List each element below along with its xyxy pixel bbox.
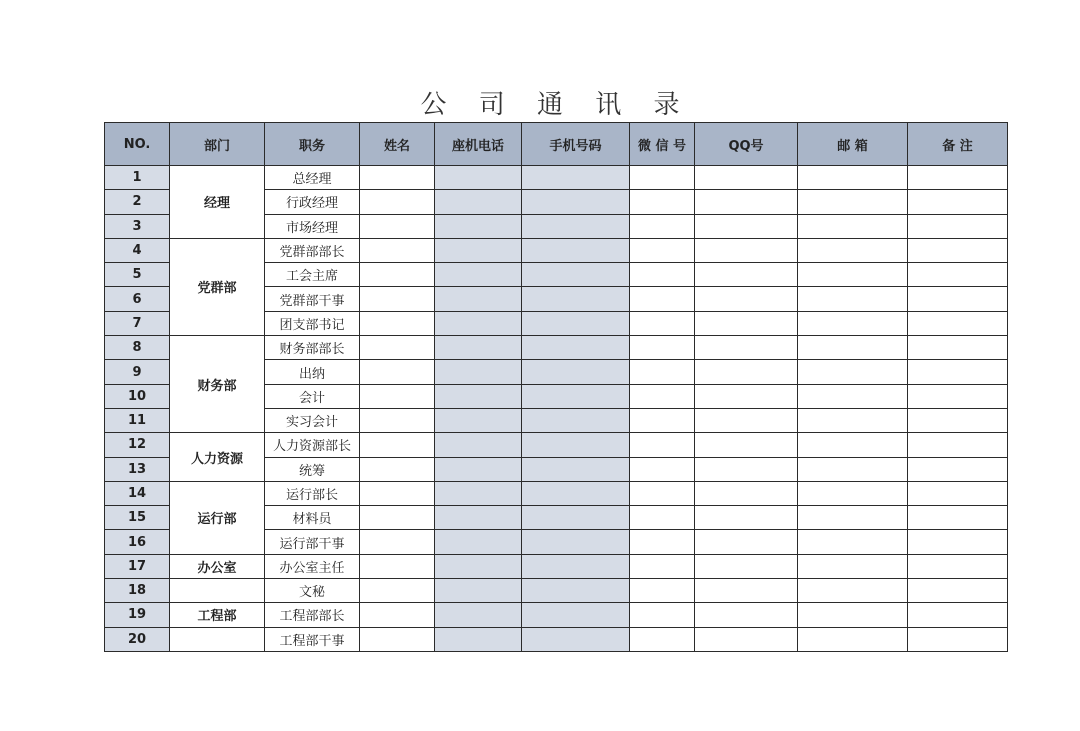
remarks-cell: [908, 166, 1008, 190]
email-cell: [798, 530, 908, 554]
landline-cell: [435, 579, 522, 603]
row-number: 12: [105, 433, 170, 457]
landline-cell: [435, 384, 522, 408]
wechat-cell: [630, 530, 695, 554]
mobile-cell: [522, 627, 630, 651]
table-row: [105, 166, 1008, 190]
wechat-cell: [630, 166, 695, 190]
email-cell: [798, 408, 908, 432]
mobile-cell: [522, 263, 630, 287]
qq-cell: [695, 603, 798, 627]
remarks-cell: [908, 506, 1008, 530]
qq-cell: [695, 287, 798, 311]
wechat-cell: [630, 311, 695, 335]
position-cell: 统筹: [265, 457, 360, 481]
qq-cell: [695, 166, 798, 190]
qq-cell: [695, 457, 798, 481]
position-cell: 团支部书记: [265, 311, 360, 335]
name-cell: [360, 311, 435, 335]
wechat-cell: [630, 506, 695, 530]
department-cell: 党群部: [170, 238, 265, 335]
name-cell: [360, 530, 435, 554]
name-cell: [360, 579, 435, 603]
position-cell: 党群部干事: [265, 287, 360, 311]
remarks-cell: [908, 190, 1008, 214]
row-number: 18: [105, 579, 170, 603]
position-cell: 市场经理: [265, 214, 360, 238]
mobile-cell: [522, 384, 630, 408]
landline-cell: [435, 603, 522, 627]
qq-cell: [695, 579, 798, 603]
mobile-cell: [522, 579, 630, 603]
email-cell: [798, 506, 908, 530]
landline-cell: [435, 408, 522, 432]
landline-cell: [435, 214, 522, 238]
header-email: 邮 箱: [798, 123, 908, 166]
name-cell: [360, 433, 435, 457]
header-name: 姓名: [360, 123, 435, 166]
table-row: [105, 238, 1008, 262]
email-cell: [798, 554, 908, 578]
mobile-cell: [522, 408, 630, 432]
landline-cell: [435, 166, 522, 190]
table-row: [105, 579, 1008, 603]
name-cell: [360, 238, 435, 262]
mobile-cell: [522, 336, 630, 360]
remarks-cell: [908, 238, 1008, 262]
department-cell: 财务部: [170, 336, 265, 433]
row-number: 6: [105, 287, 170, 311]
mobile-cell: [522, 166, 630, 190]
department-cell: [170, 627, 265, 651]
email-cell: [798, 457, 908, 481]
row-number: 20: [105, 627, 170, 651]
header-no: NO.: [105, 123, 170, 166]
header-position: 职务: [265, 123, 360, 166]
landline-cell: [435, 481, 522, 505]
mobile-cell: [522, 554, 630, 578]
header-qq: QQ号: [695, 123, 798, 166]
header-remarks: 备 注: [908, 123, 1008, 166]
row-number: 19: [105, 603, 170, 627]
row-number: 2: [105, 190, 170, 214]
wechat-cell: [630, 433, 695, 457]
remarks-cell: [908, 336, 1008, 360]
remarks-cell: [908, 408, 1008, 432]
department-cell: 办公室: [170, 554, 265, 578]
department-cell: 工程部: [170, 603, 265, 627]
row-number: 7: [105, 311, 170, 335]
remarks-cell: [908, 554, 1008, 578]
remarks-cell: [908, 360, 1008, 384]
mobile-cell: [522, 457, 630, 481]
position-cell: 运行部干事: [265, 530, 360, 554]
mobile-cell: [522, 603, 630, 627]
position-cell: 运行部长: [265, 481, 360, 505]
table-body: [105, 166, 1008, 652]
landline-cell: [435, 360, 522, 384]
position-cell: 工程部部长: [265, 603, 360, 627]
landline-cell: [435, 287, 522, 311]
name-cell: [360, 336, 435, 360]
qq-cell: [695, 408, 798, 432]
department-cell: 人力资源: [170, 433, 265, 482]
table-row: [105, 603, 1008, 627]
row-number: 11: [105, 408, 170, 432]
name-cell: [360, 384, 435, 408]
wechat-cell: [630, 554, 695, 578]
row-number: 5: [105, 263, 170, 287]
remarks-cell: [908, 311, 1008, 335]
name-cell: [360, 627, 435, 651]
email-cell: [798, 263, 908, 287]
qq-cell: [695, 481, 798, 505]
position-cell: 工程部干事: [265, 627, 360, 651]
remarks-cell: [908, 530, 1008, 554]
wechat-cell: [630, 579, 695, 603]
table-row: [105, 433, 1008, 457]
email-cell: [798, 190, 908, 214]
name-cell: [360, 481, 435, 505]
landline-cell: [435, 433, 522, 457]
name-cell: [360, 263, 435, 287]
table-row: [105, 554, 1008, 578]
email-cell: [798, 433, 908, 457]
row-number: 10: [105, 384, 170, 408]
position-cell: 材料员: [265, 506, 360, 530]
remarks-cell: [908, 457, 1008, 481]
row-number: 9: [105, 360, 170, 384]
landline-cell: [435, 190, 522, 214]
wechat-cell: [630, 263, 695, 287]
email-cell: [798, 336, 908, 360]
wechat-cell: [630, 627, 695, 651]
mobile-cell: [522, 481, 630, 505]
qq-cell: [695, 214, 798, 238]
remarks-cell: [908, 384, 1008, 408]
wechat-cell: [630, 408, 695, 432]
position-cell: 实习会计: [265, 408, 360, 432]
name-cell: [360, 190, 435, 214]
landline-cell: [435, 627, 522, 651]
name-cell: [360, 506, 435, 530]
email-cell: [798, 627, 908, 651]
name-cell: [360, 166, 435, 190]
mobile-cell: [522, 433, 630, 457]
landline-cell: [435, 506, 522, 530]
qq-cell: [695, 433, 798, 457]
landline-cell: [435, 336, 522, 360]
header-department: 部门: [170, 123, 265, 166]
table-row: [105, 336, 1008, 360]
qq-cell: [695, 336, 798, 360]
name-cell: [360, 408, 435, 432]
qq-cell: [695, 384, 798, 408]
mobile-cell: [522, 238, 630, 262]
wechat-cell: [630, 238, 695, 262]
header-landline: 座机电话: [435, 123, 522, 166]
mobile-cell: [522, 214, 630, 238]
header-row: [105, 123, 1008, 166]
name-cell: [360, 554, 435, 578]
contact-directory-table: [104, 122, 1008, 652]
landline-cell: [435, 554, 522, 578]
name-cell: [360, 603, 435, 627]
qq-cell: [695, 190, 798, 214]
qq-cell: [695, 506, 798, 530]
wechat-cell: [630, 457, 695, 481]
email-cell: [798, 214, 908, 238]
email-cell: [798, 311, 908, 335]
email-cell: [798, 166, 908, 190]
name-cell: [360, 360, 435, 384]
qq-cell: [695, 263, 798, 287]
landline-cell: [435, 530, 522, 554]
position-cell: 财务部部长: [265, 336, 360, 360]
name-cell: [360, 214, 435, 238]
landline-cell: [435, 311, 522, 335]
wechat-cell: [630, 603, 695, 627]
mobile-cell: [522, 190, 630, 214]
position-cell: 办公室主任: [265, 554, 360, 578]
landline-cell: [435, 238, 522, 262]
email-cell: [798, 238, 908, 262]
department-cell: [170, 579, 265, 603]
row-number: 8: [105, 336, 170, 360]
wechat-cell: [630, 287, 695, 311]
qq-cell: [695, 627, 798, 651]
email-cell: [798, 384, 908, 408]
wechat-cell: [630, 481, 695, 505]
name-cell: [360, 457, 435, 481]
row-number: 14: [105, 481, 170, 505]
remarks-cell: [908, 481, 1008, 505]
email-cell: [798, 603, 908, 627]
row-number: 4: [105, 238, 170, 262]
position-cell: 文秘: [265, 579, 360, 603]
position-cell: 总经理: [265, 166, 360, 190]
position-cell: 人力资源部长: [265, 433, 360, 457]
table-row: [105, 627, 1008, 651]
position-cell: 出纳: [265, 360, 360, 384]
table-row: [105, 481, 1008, 505]
qq-cell: [695, 238, 798, 262]
remarks-cell: [908, 214, 1008, 238]
wechat-cell: [630, 384, 695, 408]
email-cell: [798, 287, 908, 311]
row-number: 1: [105, 166, 170, 190]
row-number: 3: [105, 214, 170, 238]
position-cell: 党群部部长: [265, 238, 360, 262]
mobile-cell: [522, 287, 630, 311]
department-cell: 运行部: [170, 481, 265, 554]
mobile-cell: [522, 530, 630, 554]
qq-cell: [695, 530, 798, 554]
wechat-cell: [630, 360, 695, 384]
row-number: 16: [105, 530, 170, 554]
landline-cell: [435, 457, 522, 481]
email-cell: [798, 579, 908, 603]
header-wechat: 微 信 号: [630, 123, 695, 166]
email-cell: [798, 481, 908, 505]
remarks-cell: [908, 579, 1008, 603]
position-cell: 工会主席: [265, 263, 360, 287]
header-mobile: 手机号码: [522, 123, 630, 166]
remarks-cell: [908, 603, 1008, 627]
page-title: 公 司 通 讯 录: [420, 90, 692, 120]
department-cell: 经理: [170, 166, 265, 239]
landline-cell: [435, 263, 522, 287]
wechat-cell: [630, 190, 695, 214]
email-cell: [798, 360, 908, 384]
position-cell: 会计: [265, 384, 360, 408]
position-cell: 行政经理: [265, 190, 360, 214]
name-cell: [360, 287, 435, 311]
row-number: 17: [105, 554, 170, 578]
wechat-cell: [630, 214, 695, 238]
row-number: 13: [105, 457, 170, 481]
wechat-cell: [630, 336, 695, 360]
remarks-cell: [908, 627, 1008, 651]
qq-cell: [695, 311, 798, 335]
remarks-cell: [908, 263, 1008, 287]
mobile-cell: [522, 360, 630, 384]
qq-cell: [695, 360, 798, 384]
row-number: 15: [105, 506, 170, 530]
mobile-cell: [522, 311, 630, 335]
qq-cell: [695, 554, 798, 578]
remarks-cell: [908, 433, 1008, 457]
mobile-cell: [522, 506, 630, 530]
remarks-cell: [908, 287, 1008, 311]
